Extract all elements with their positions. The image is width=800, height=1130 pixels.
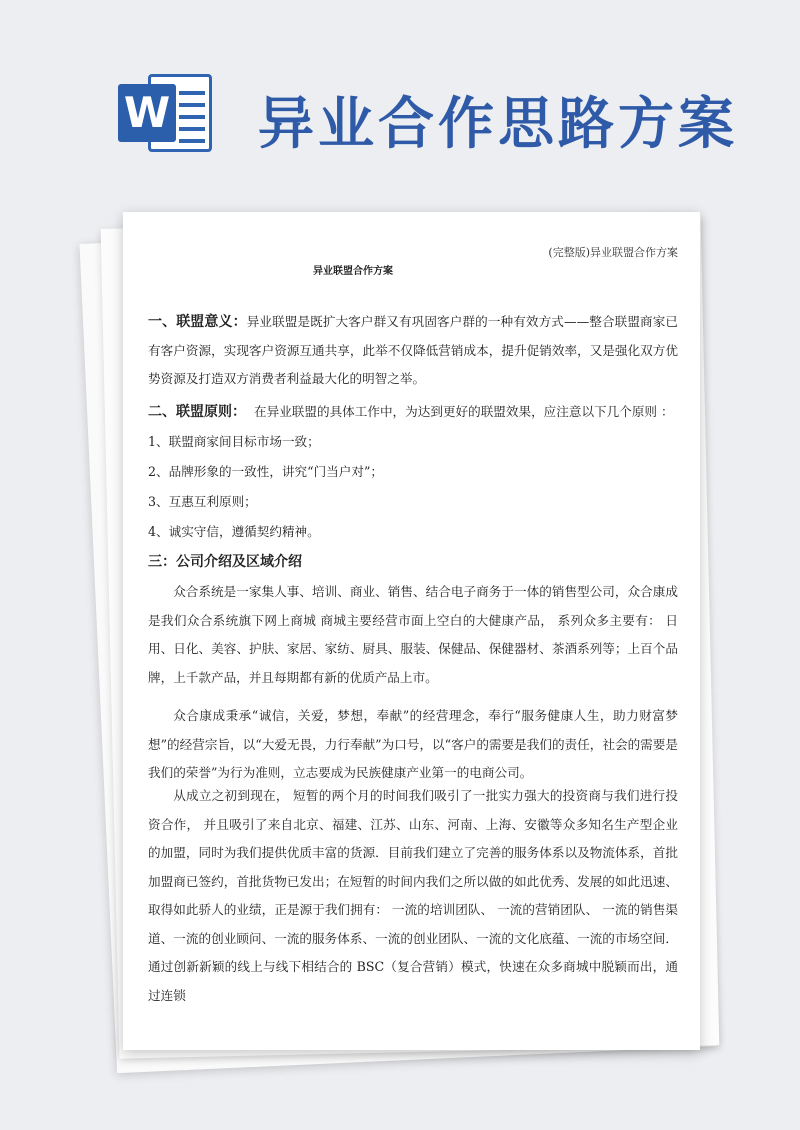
section-2: [148, 398, 678, 427]
document-page: [123, 212, 700, 1050]
section-2-heading: 二、联盟原则：: [148, 404, 246, 420]
logo-letter: W: [118, 84, 176, 142]
page-title: 异业合作思路方案: [258, 92, 738, 157]
list-item: 4、诚实守信，遵循契约精神。: [148, 524, 320, 539]
section-2-intro: 在异业联盟的具体工作中，为达到更好的联盟效果，应注意以下几个原则 ：: [254, 404, 674, 419]
running-header: (完整版)异业联盟合作方案: [548, 246, 678, 259]
section-3-heading: 三：公司介绍及区域介绍: [148, 554, 302, 570]
word-logo-icon: [118, 70, 214, 156]
document-title: 异业联盟合作方案: [313, 266, 393, 277]
list-item: 3、互惠互利原则；: [148, 494, 257, 509]
section-3-paragraph: 众合康成秉承“诚信，关爱，梦想，奉献”的经营理念，奉行“服务健康人生，助力财富梦想”的经营宗旨，以“大爱无畏，力行奉献”为口号，以“客户的需要是我们的责任，社会的需要是我们的荣誉”为行为准则，立志要成为民族健康产业第一的电商公司。: [148, 708, 678, 780]
section-3-paragraph: 众合系统是一家集人事、培训、商业、销售、结合电子商务于一体的销售型公司，众合康成是我们众合系统旗下网上商城 商城主要经营市面上空白的大健康产品， 系列众多主要有： 日用、日化、美容、护肤、家居、家纺、厨具、服装、保健品、保健器材、茶酒系列等；上百个品牌，上千款产品，并且每期都有新的优质产品上市。: [148, 584, 678, 685]
section-1: [148, 308, 678, 394]
list-item: 1、联盟商家间目标市场一致；: [148, 434, 320, 449]
list-item: 2、品牌形象的一致性，讲究“门当户对”；: [148, 464, 383, 479]
section-1-text: 异业联盟是既扩大客户群又有巩固客户群的一种有效方式——整合联盟商家已有客户资源，实现客户资源互通共享，此举不仅降低营销成本，提升促销效率，又是强化双方优势资源及打造双方消费者利益最大化的明智之举。: [148, 314, 679, 386]
section-1-heading: 一、联盟意义：: [148, 314, 247, 330]
section-3-paragraph: 从成立之初到现在， 短暂的两个月的时间我们吸引了一批实力强大的投资商与我们进行投资合作， 并且吸引了来自北京、福建、江苏、山东、河南、上海、安徽等众多知名生产型企业的加盟，同时为我们提供优质丰富的货源．目前我们建立了完善的服务体系以及物流体系，首批加盟商已签约，首批货物已发出；在短暂的时间内我们之所以做的如此优秀、发展的如此迅速、取得如此骄人的业绩，正是源于我们拥有： 一流的培训团队、 一流的营销团队、 一流的销售渠道、一流的创业顾问、一流的服务体系、一流的创业团队、一流的文化底蕴、一流的市场空间．通过创新新颖的线上与线下相结合的 BSC（复合营销）模式，快速在众多商城中脱颖而出，通过连锁: [148, 788, 678, 1003]
